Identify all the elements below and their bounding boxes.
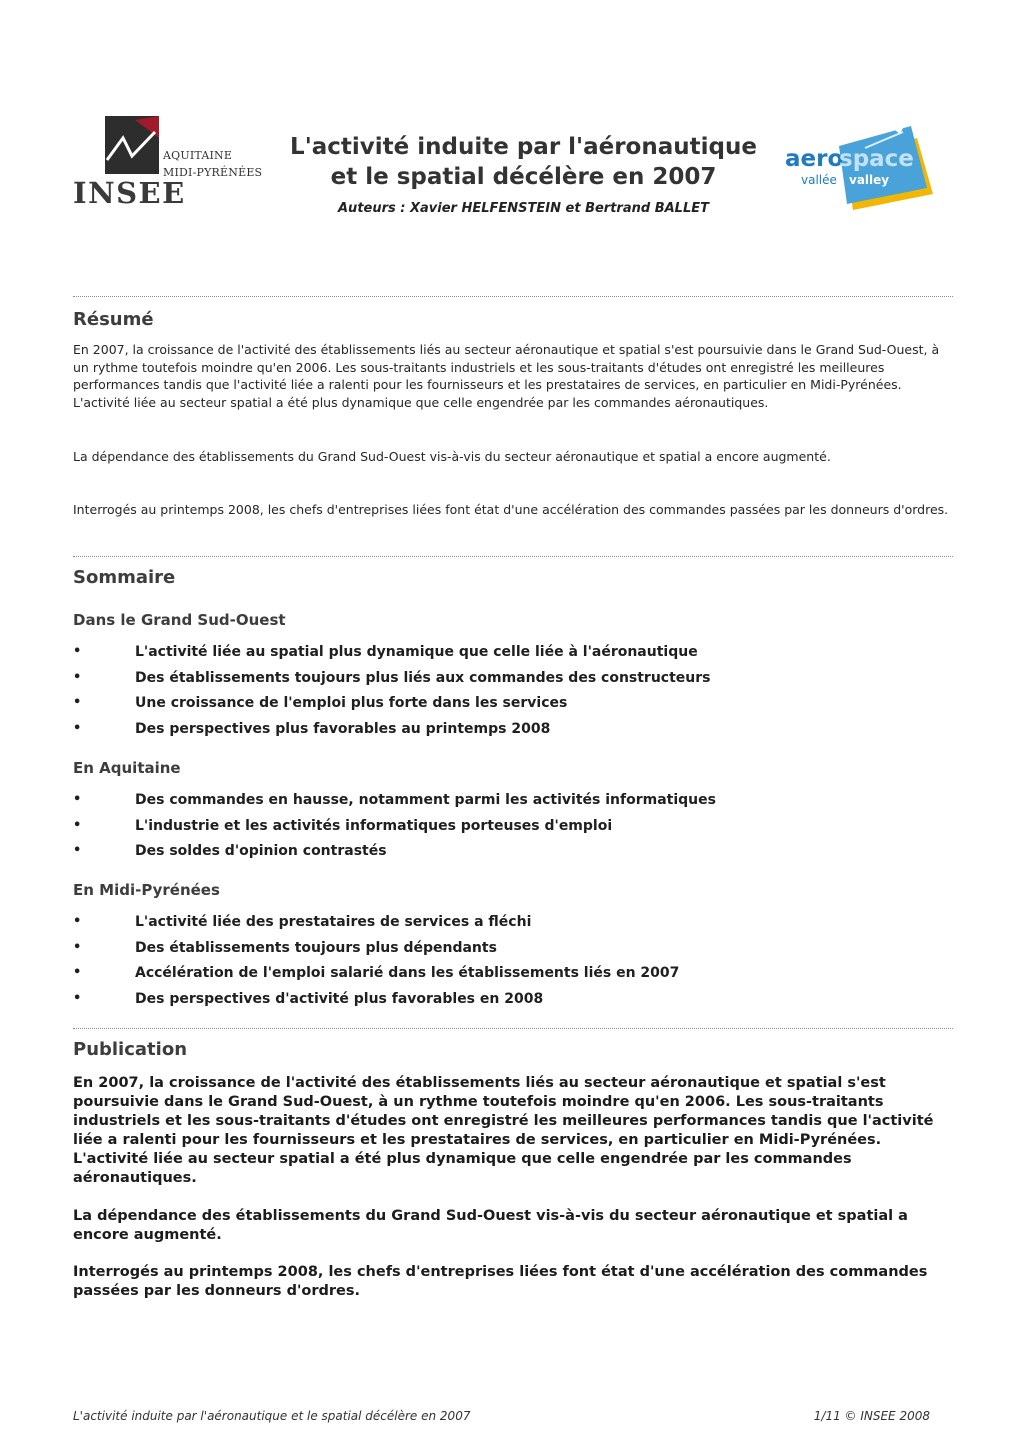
- section-divider: [73, 296, 953, 297]
- sommaire-section-title: En Aquitaine: [73, 759, 181, 777]
- bullet-icon: •: [73, 669, 82, 685]
- insee-region-line1: AQUITAINE: [163, 149, 233, 162]
- sommaire-link-label: Des perspectives plus favorables au printemps 2008: [135, 720, 551, 737]
- footer-page-copyright: 1/11 © INSEE 2008: [813, 1409, 930, 1423]
- sommaire-link-label: L'industrie et les activités informatiques porteuses d'emploi: [135, 817, 613, 834]
- bullet-icon: •: [73, 990, 82, 1006]
- insee-logo-mark-icon: [105, 116, 159, 174]
- bullet-icon: •: [73, 817, 82, 833]
- logo-word-valley: valley: [849, 173, 890, 187]
- sommaire-section-title: Dans le Grand Sud-Ouest: [73, 611, 286, 629]
- logo-word-vallee: vallée: [801, 173, 837, 187]
- logo-word-space: space: [839, 146, 914, 172]
- bullet-icon: •: [73, 965, 82, 980]
- bullet-icon: •: [73, 914, 82, 929]
- bullet-icon: •: [73, 843, 82, 858]
- sommaire-link-label: L'activité liée au spatial plus dynamique que celle liée à l'aéronautique: [135, 644, 698, 660]
- insee-region-line2: MIDI-PYRÉNÉES: [163, 166, 263, 179]
- document-title: [276, 132, 771, 192]
- sommaire-link-label: Des commandes en hausse, notamment parmi les activités informatiques: [135, 792, 716, 808]
- footer-document-title: L'activité induite par l'aéronautique et le spatial décélère en 2007: [73, 1409, 471, 1423]
- section-divider: [73, 556, 953, 557]
- sommaire-section-title: En Midi-Pyrénées: [73, 881, 220, 899]
- resume-paragraph-3: Interrogés au printemps 2008, les chefs d'entreprises liées font état d'une accélération des commandes passées par les donneurs d'ordres.: [73, 502, 949, 517]
- publication-paragraph-2: La dépendance des établissements du Grand Sud-Ouest vis-à-vis du secteur aéronautique et spatial a encore augmenté.: [73, 1208, 908, 1243]
- sommaire-link-label: Des établissements toujours plus liés aux commandes des constructeurs: [135, 669, 711, 686]
- title-line-2: et le spatial décélère en 2007: [330, 164, 717, 190]
- bullet-icon: •: [73, 939, 82, 955]
- sommaire-link-label: Accélération de l'emploi salarié dans les établissements liés en 2007: [135, 965, 680, 981]
- sommaire-link-label: Des perspectives d'activité plus favorables en 2008: [135, 990, 544, 1007]
- aerospace-valley-logo: [783, 118, 943, 222]
- insee-logo: [73, 116, 268, 212]
- resume-paragraph-1: En 2007, la croissance de l'activité des établissements liés au secteur aéronautique et spatial s'est poursuivie dans le Grand Sud-Ouest, à un rythme toutefois moindre qu'en 2006. Les sous-traitants industriels et les sous-traitants d'études ont enregistré les meilleures performances tandis que l'activité liée a ralenti pour les fournisseurs et les prestataires de services, en particulier en Midi-Pyrénées. L'activité liée au secteur spatial a été plus dynamique que celle engendrée par les commandes aéronautiques.: [73, 342, 940, 410]
- resume-heading: Résumé: [73, 309, 154, 330]
- title-line-1: L'activité induite par l'aéronautique: [290, 134, 757, 160]
- section-divider: [73, 1028, 953, 1029]
- publication-paragraph-1: En 2007, la croissance de l'activité des établissements liés au secteur aéronautique et spatial s'est poursuivie dans le Grand Sud-Ouest, à un rythme toutefois moindre qu'en 2006. Les sous-traitants industriels et les sous-traitants d'études ont enregistré les meilleures performances tandis que l'activité liée a ralenti pour les fournisseurs et les prestataires de services, en particulier en Midi-Pyrénées. L'activité liée au secteur spatial a été plus dynamique que celle engendrée par les commandes aéronautiques.: [73, 1075, 934, 1186]
- authors-line: Auteurs : Xavier HELFENSTEIN et Bertrand BALLET: [338, 201, 709, 216]
- bullet-icon: •: [73, 644, 82, 659]
- sommaire-heading: Sommaire: [73, 567, 176, 588]
- logo-word-aero: aero: [785, 146, 844, 172]
- bullet-icon: •: [73, 695, 82, 710]
- insee-brand-text: INSEE: [73, 176, 186, 210]
- bullet-icon: •: [73, 720, 82, 736]
- publication-heading: Publication: [73, 1039, 188, 1060]
- sommaire-link-label: Une croissance de l'emploi plus forte dans les services: [135, 695, 568, 711]
- bullet-icon: •: [73, 792, 82, 807]
- sommaire-link-label: Des établissements toujours plus dépendants: [135, 939, 497, 956]
- sommaire-link-label: Des soldes d'opinion contrastés: [135, 843, 387, 859]
- aerospace-valley-logo-graphic: [783, 118, 943, 222]
- publication-paragraph-3: Interrogés au printemps 2008, les chefs d'entreprises liées font état d'une accélération des commandes passées par les donneurs d'ordres.: [73, 1264, 928, 1299]
- resume-paragraph-2: La dépendance des établissements du Grand Sud-Ouest vis-à-vis du secteur aéronautique et spatial a encore augmenté.: [73, 449, 831, 464]
- sommaire-link-label: L'activité liée des prestataires de services a fléchi: [135, 914, 532, 930]
